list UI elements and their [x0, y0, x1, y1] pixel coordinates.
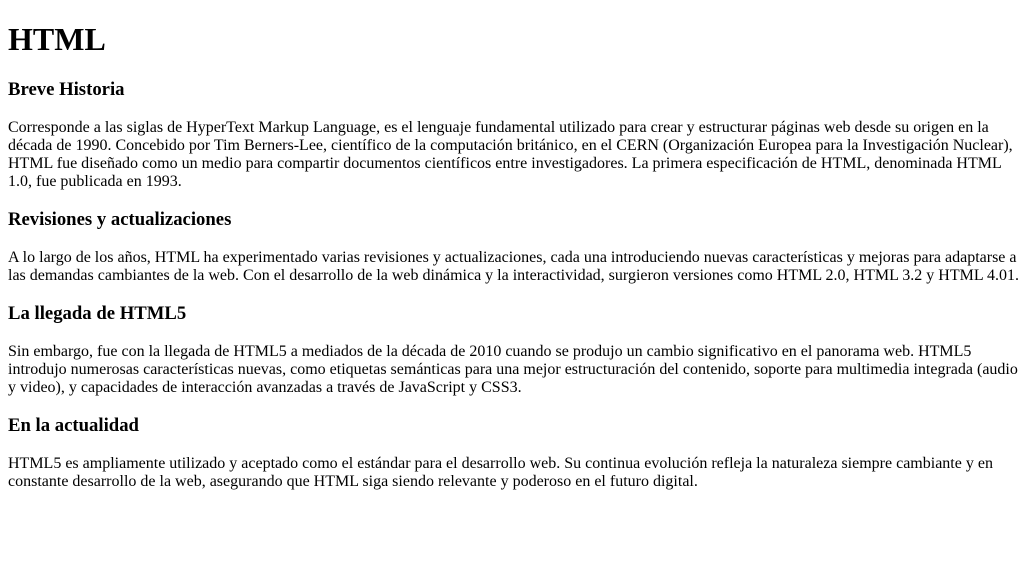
section-html5	[8, 303, 1022, 397]
section-heading: La llegada de HTML5	[8, 303, 187, 324]
section-heading: Breve Historia	[8, 79, 125, 100]
section-revisiones	[8, 209, 1022, 285]
section-paragraph: Corresponde a las siglas de HyperText Markup Language, es el lenguaje fundamental utilizado para crear y estructurar páginas web desde su origen en la década de 1990. Concebido por Tim Berners-Lee, científico de la computación británico, en el CERN (Organización Europea para la Investigación Nuclear), HTML fue diseñado como un medio para compartir documentos científicos entre investigadores. La primera especificación de HTML, denominada HTML 1.0, fue publicada en 1993.	[8, 119, 1013, 190]
section-breve-historia	[8, 79, 1022, 191]
section-actualidad	[8, 415, 1022, 491]
section-paragraph: A lo largo de los años, HTML ha experimentado varias revisiones y actualizaciones, cada una introduciendo nuevas características y mejoras para adaptarse a las demandas cambiantes de la web. Con el desarrollo de la web dinámica y la interactividad, surgieron versiones como HTML 2.0, HTML 3.2 y HTML 4.01.	[8, 249, 1019, 284]
section-heading: Revisiones y actualizaciones	[8, 209, 232, 230]
section-heading: En la actualidad	[8, 415, 139, 436]
section-paragraph: HTML5 es ampliamente utilizado y aceptado como el estándar para el desarrollo web. Su continua evolución refleja la naturaleza siempre cambiante y en constante desarrollo de la web, asegurando que HTML siga siendo relevante y poderoso en el futuro digital.	[8, 455, 993, 490]
section-paragraph: Sin embargo, fue con la llegada de HTML5 a mediados de la década de 2010 cuando se produjo un cambio significativo en el panorama web. HTML5 introdujo numerosas características nuevas, como etiquetas semánticas para una mejor estructuración del contenido, soporte para multimedia integrada (audio y video), y capacidades de interacción avanzadas a través de JavaScript y CSS3.	[8, 343, 1018, 396]
page-title: HTML	[8, 21, 106, 57]
document-body	[0, 21, 1030, 491]
